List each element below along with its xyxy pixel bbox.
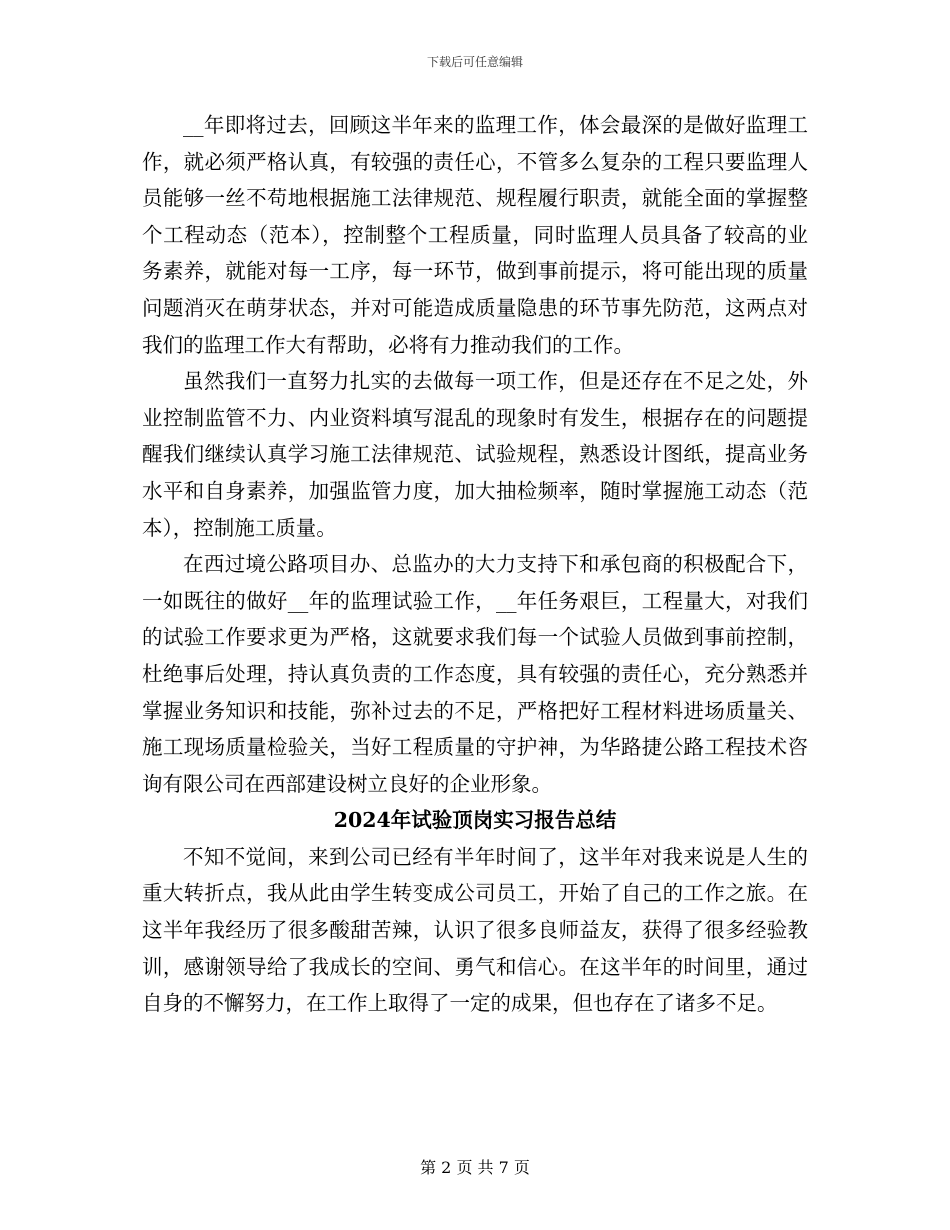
paragraph-3: 在西过境公路项目办、总监办的大力支持下和承包商的积极配合下，一如既往的做好__年的监理试验工作，__年任务艰巨，工程量大，对我们的试验工作要求更为严格，这就要求我们每一个试验人员做到事前控制，杜绝事后处理，持认真负责的工作态度，具有较强的责任心，充分熟悉并掌握业务知识和技能，弥补过去的不足，严格把好工程材料进场质量关、施工现场质量检验关，当好工程质量的守护神，为华路捷公路工程技术咨询有限公司在西部建设树立良好的企业形象。 xyxy=(142,552,808,796)
section-heading: 2024年试验顶岗实习报告总结 xyxy=(333,808,617,833)
page-number: 第 2 页 共 7 页 xyxy=(420,1158,530,1177)
header-note: 下载后可任意编辑 xyxy=(426,55,523,69)
paragraph-4: 不知不觉间，来到公司已经有半年时间了，这半年对我来说是人生的重大转折点，我从此由学生转变成公司员工，开始了自己的工作之旅。在这半年我经历了很多酸甜苦辣，认识了很多良师益友，获得了很多经验教训，感谢领导给了我成长的空间、勇气和信心。在这半年的时间里，通过自身的不懈努力，在工作上取得了一定的成果，但也存在了诸多不足。 xyxy=(142,844,808,1016)
document-body xyxy=(142,107,808,1022)
paragraph-2: 虽然我们一直努力扎实的去做每一项工作，但是还存在不足之处，外业控制监管不力、内业资料填写混乱的现象时有发生，根据存在的问题提醒我们继续认真学习施工法律规范、试验规程，熟悉设计图纸，提高业务水平和自身素养，加强监管力度，加大抽检频率，随时掌握施工动态（范本），控制施工质量。 xyxy=(142,369,808,540)
paragraph-1: __年即将过去，回顾这半年来的监理工作，体会最深的是做好监理工作，就必须严格认真，有较强的责任心，不管多么复杂的工程只要监理人员能够一丝不苟地根据施工法律规范、规程履行职责，就能全面的掌握整个工程动态（范本），控制整个工程质量，同时监理人员具备了较高的业务素养，就能对每一工序，每一环节，做到事前提示，将可能出现的质量问题消灭在萌芽状态，并对可能造成质量隐患的环节事先防范，这两点对我们的监理工作大有帮助，必将有力推动我们的工作。 xyxy=(142,113,808,357)
